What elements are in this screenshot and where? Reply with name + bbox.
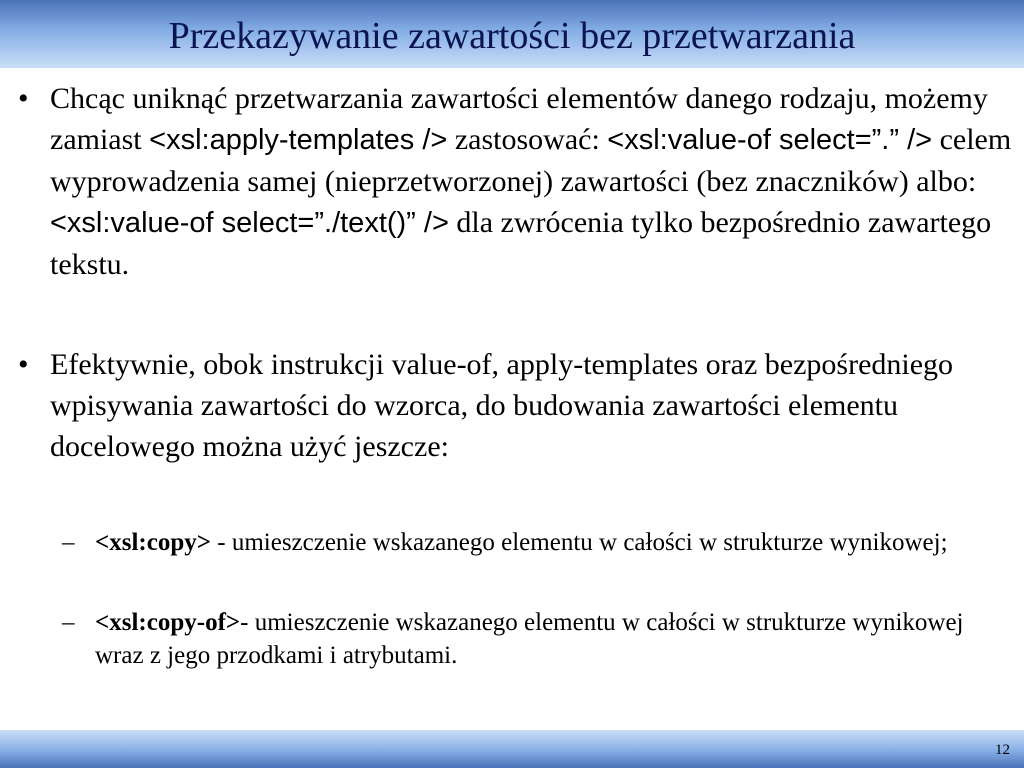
sub-bullet-text	[95, 526, 1000, 559]
code-snippet: <xsl:value-of select=”.” />	[607, 124, 933, 156]
sub-bullet-desc: - umieszczenie wskazanego elementu w całości w strukturze wynikowej;	[211, 529, 948, 556]
bullet-text-part: Chcąc uniknąć przetwarzania zawartości elementów danego rodzaju, możemy zamiast	[50, 82, 988, 156]
bullet-text-part: zastosować:	[447, 123, 608, 156]
sub-bullet-text	[95, 606, 1000, 672]
sub-bullet-marker: –	[62, 609, 75, 636]
xsl-tag: <xsl:copy>	[95, 529, 211, 556]
bullet-marker: •	[18, 348, 29, 381]
footer-bar	[0, 730, 1024, 768]
code-snippet: <xsl:value-of select=”./text()” />	[50, 207, 449, 239]
bullet-text: Efektywnie, obok instrukcji value-of, apply-templates oraz bezpośredniego wpisywania zawartości do wzorca, do budowania zawartości elementu docelowego można użyć jeszcze:	[50, 348, 954, 463]
xsl-tag: <xsl:copy-of>	[95, 609, 241, 636]
bullet-text-part: dla zwrócenia tylko bezpośrednio zawartego tekstu.	[50, 206, 992, 281]
title-bar	[0, 0, 1024, 68]
page-number: 12	[995, 742, 1010, 758]
slide-title: Przekazywanie zawartości bez przetwarzania	[168, 15, 856, 57]
sub-bullet-desc: - umieszczenie wskazanego elementu w całości w strukturze wynikowej wraz z jego przodkami i atrybutami.	[95, 609, 964, 669]
sub-bullet-marker: –	[62, 529, 75, 556]
bullet-text-part: celem wyprowadzenia samej (nieprzetworzonej) zawartości (bez znaczników) albo:	[50, 123, 1012, 198]
bullet-marker: •	[18, 82, 29, 115]
code-snippet: <xsl:apply-templates />	[149, 124, 448, 156]
bullet-text	[50, 78, 1015, 285]
